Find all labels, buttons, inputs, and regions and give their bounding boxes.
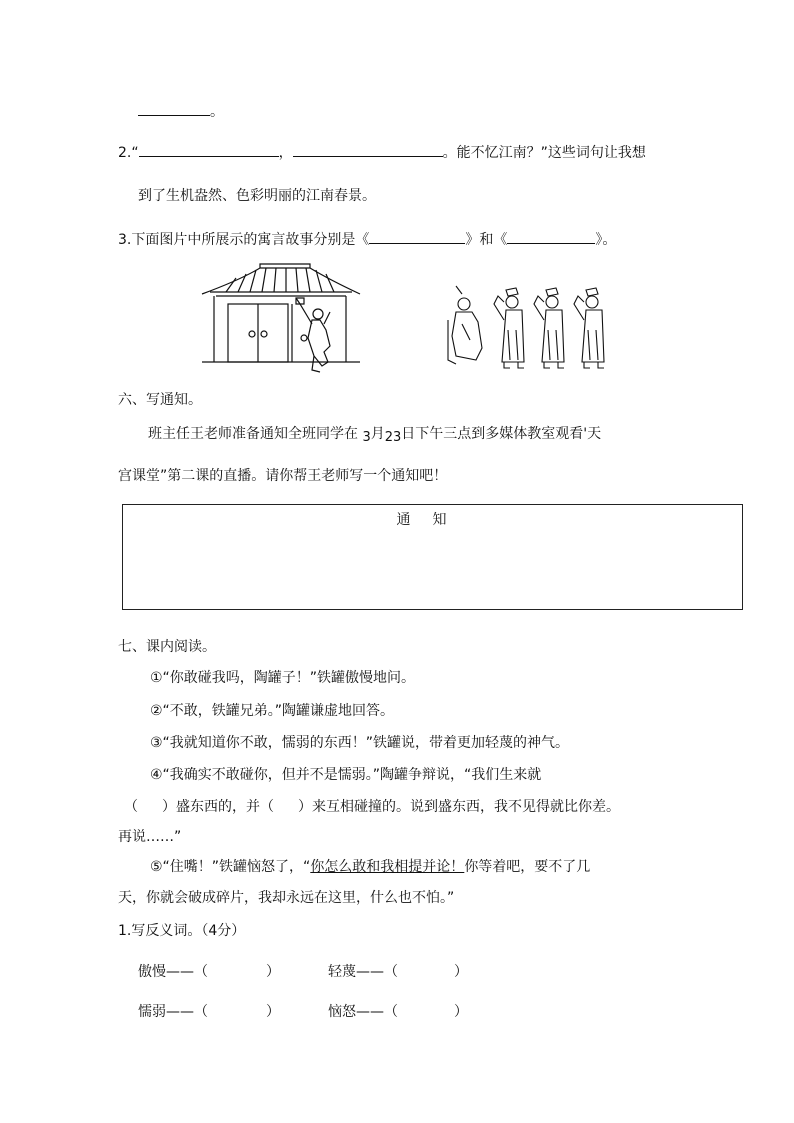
passage-paragraph-4-cont: （ ）盛东西的，并（ ）来互相碰撞的。说到盛东西，我不见得就比你差。 bbox=[124, 799, 620, 815]
answer-blank[interactable] bbox=[507, 229, 595, 244]
question-3: 3.下面图片中所展示的寓言故事分别是《 》和《 》。 bbox=[118, 229, 616, 249]
passage-paragraph-2: ②“不敢，铁罐兄弟。”陶罐谦虚地回答。 bbox=[150, 703, 395, 719]
section-7-heading: 七、课内阅读。 bbox=[118, 639, 216, 655]
question-2: 2.“ ， 。能不忆江南？”这些词句让我想 bbox=[118, 142, 646, 162]
section-6-heading: 六、写通知。 bbox=[118, 392, 202, 408]
passage-paragraph-3: ③“我就知道你不敢，懦弱的东西！”铁罐说，带着更加轻蔑的神气。 bbox=[150, 735, 570, 751]
notice-title: 通知 bbox=[396, 512, 469, 528]
q1-answer-line: 。 bbox=[138, 101, 224, 121]
answer-blank[interactable] bbox=[369, 229, 465, 244]
answer-blank[interactable] bbox=[293, 142, 443, 157]
question-1-label: 1.写反义词。（4分） bbox=[118, 923, 246, 939]
section-6-body-1: 班主任王老师准备通知全班同学在 3月23日下午三点到多媒体教室观看'天 bbox=[148, 426, 602, 445]
fable-illustration-gate bbox=[200, 262, 362, 376]
notice-writing-box[interactable] bbox=[122, 504, 743, 610]
passage-paragraph-5-cont: 天，你就会破成碎片，我却永远在这里，什么也不怕。” bbox=[118, 890, 455, 906]
fable-illustration-musicians bbox=[442, 280, 618, 372]
passage-paragraph-4-end: 再说……” bbox=[118, 829, 182, 845]
antonym-item: 恼怒——（ ） bbox=[328, 1004, 468, 1020]
antonym-item: 懦弱——（ ） bbox=[138, 1004, 280, 1020]
antonym-item: 傲慢——（ ） bbox=[138, 964, 280, 980]
section-6-body-2: 宫课堂”第二课的直播。请你帮王老师写一个通知吧！ bbox=[118, 468, 448, 484]
answer-blank[interactable] bbox=[138, 101, 210, 116]
question-2-continued: 到了生机盎然、色彩明丽的江南春景。 bbox=[138, 188, 376, 204]
passage-paragraph-4: ④“我确实不敢碰你，但并不是懦弱。”陶罐争辩说，“我们生来就 bbox=[150, 767, 542, 783]
underlined-sentence: 你怎么敢和我相提并论！ bbox=[310, 859, 465, 875]
passage-paragraph-5: ⑤“住嘴！”铁罐恼怒了，“你怎么敢和我相提并论！你等着吧，要不了几 bbox=[150, 859, 591, 875]
antonym-item: 轻蔑——（ ） bbox=[328, 964, 468, 980]
answer-blank[interactable] bbox=[139, 142, 279, 157]
passage-paragraph-1: ①“你敢碰我吗，陶罐子！”铁罐傲慢地问。 bbox=[150, 670, 416, 686]
